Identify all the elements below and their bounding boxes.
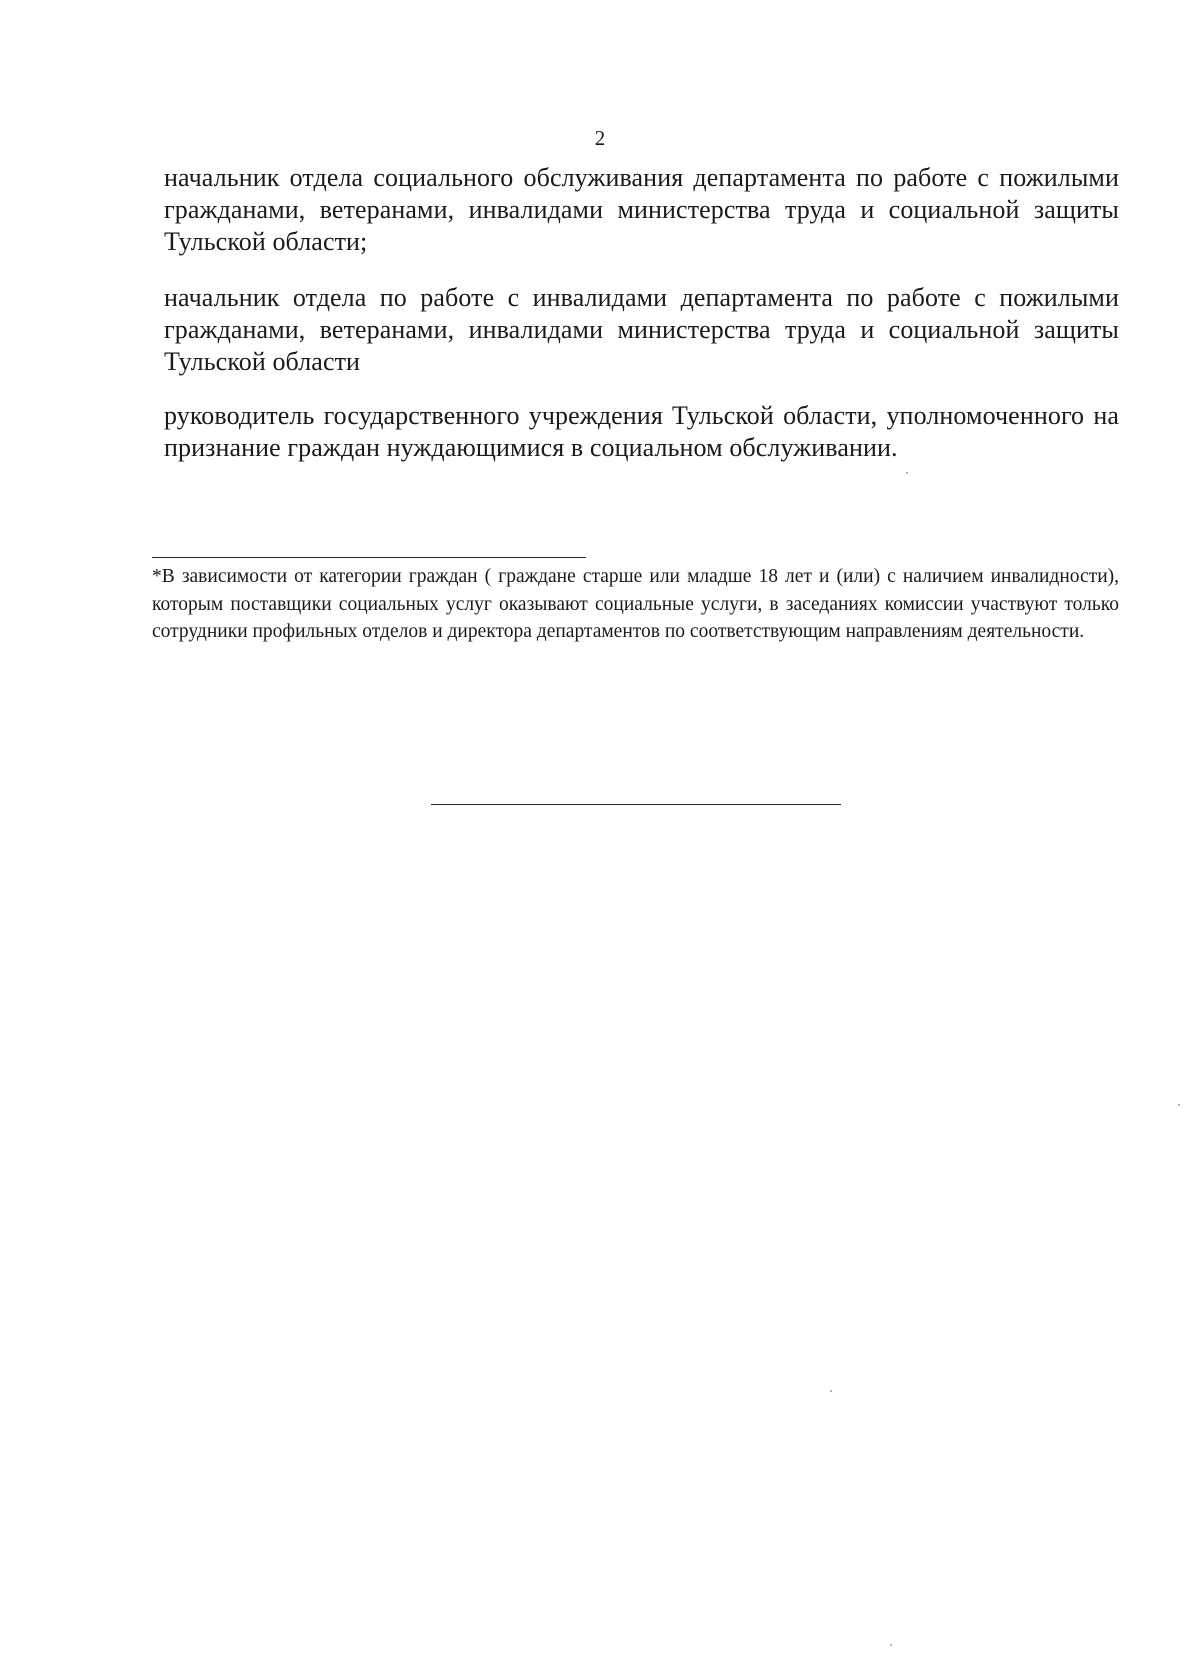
scan-speck	[830, 1390, 832, 1392]
paragraph-disability-dept-head: начальник отдела по работе с инвалидами департамента по работе с пожилыми гражданами, ветеранами, инвалидами министерства труда и социальной защиты Тульской области	[164, 283, 1119, 376]
end-of-document-line	[431, 804, 841, 805]
page-number: 2	[594, 126, 606, 150]
footnote-separator	[152, 557, 586, 558]
paragraph-social-service-head: начальник отдела социального обслуживания департамента по работе с пожилыми гражданами, ветеранами, инвалидами министерства труда и социальной защиты Тульской области;	[164, 163, 1119, 256]
scan-speck	[890, 1644, 892, 1646]
footnote-text: *В зависимости от категории граждан ( граждане старше или младше 18 лет и (или) с наличием инвалидности), которым поставщики социальных услуг оказывают социальные услуги, в заседаниях комиссии участвуют только сотрудники профильных отделов и директора департаментов по соответствующим направлениям деятельности.	[152, 566, 1119, 642]
paragraph-institution-head: руководитель государственного учреждения Тульской области, уполномоченного на признание граждан нуждающимися в социальном обслуживании.	[164, 401, 1119, 462]
scan-speck	[906, 472, 908, 474]
scan-speck	[1178, 1104, 1180, 1106]
